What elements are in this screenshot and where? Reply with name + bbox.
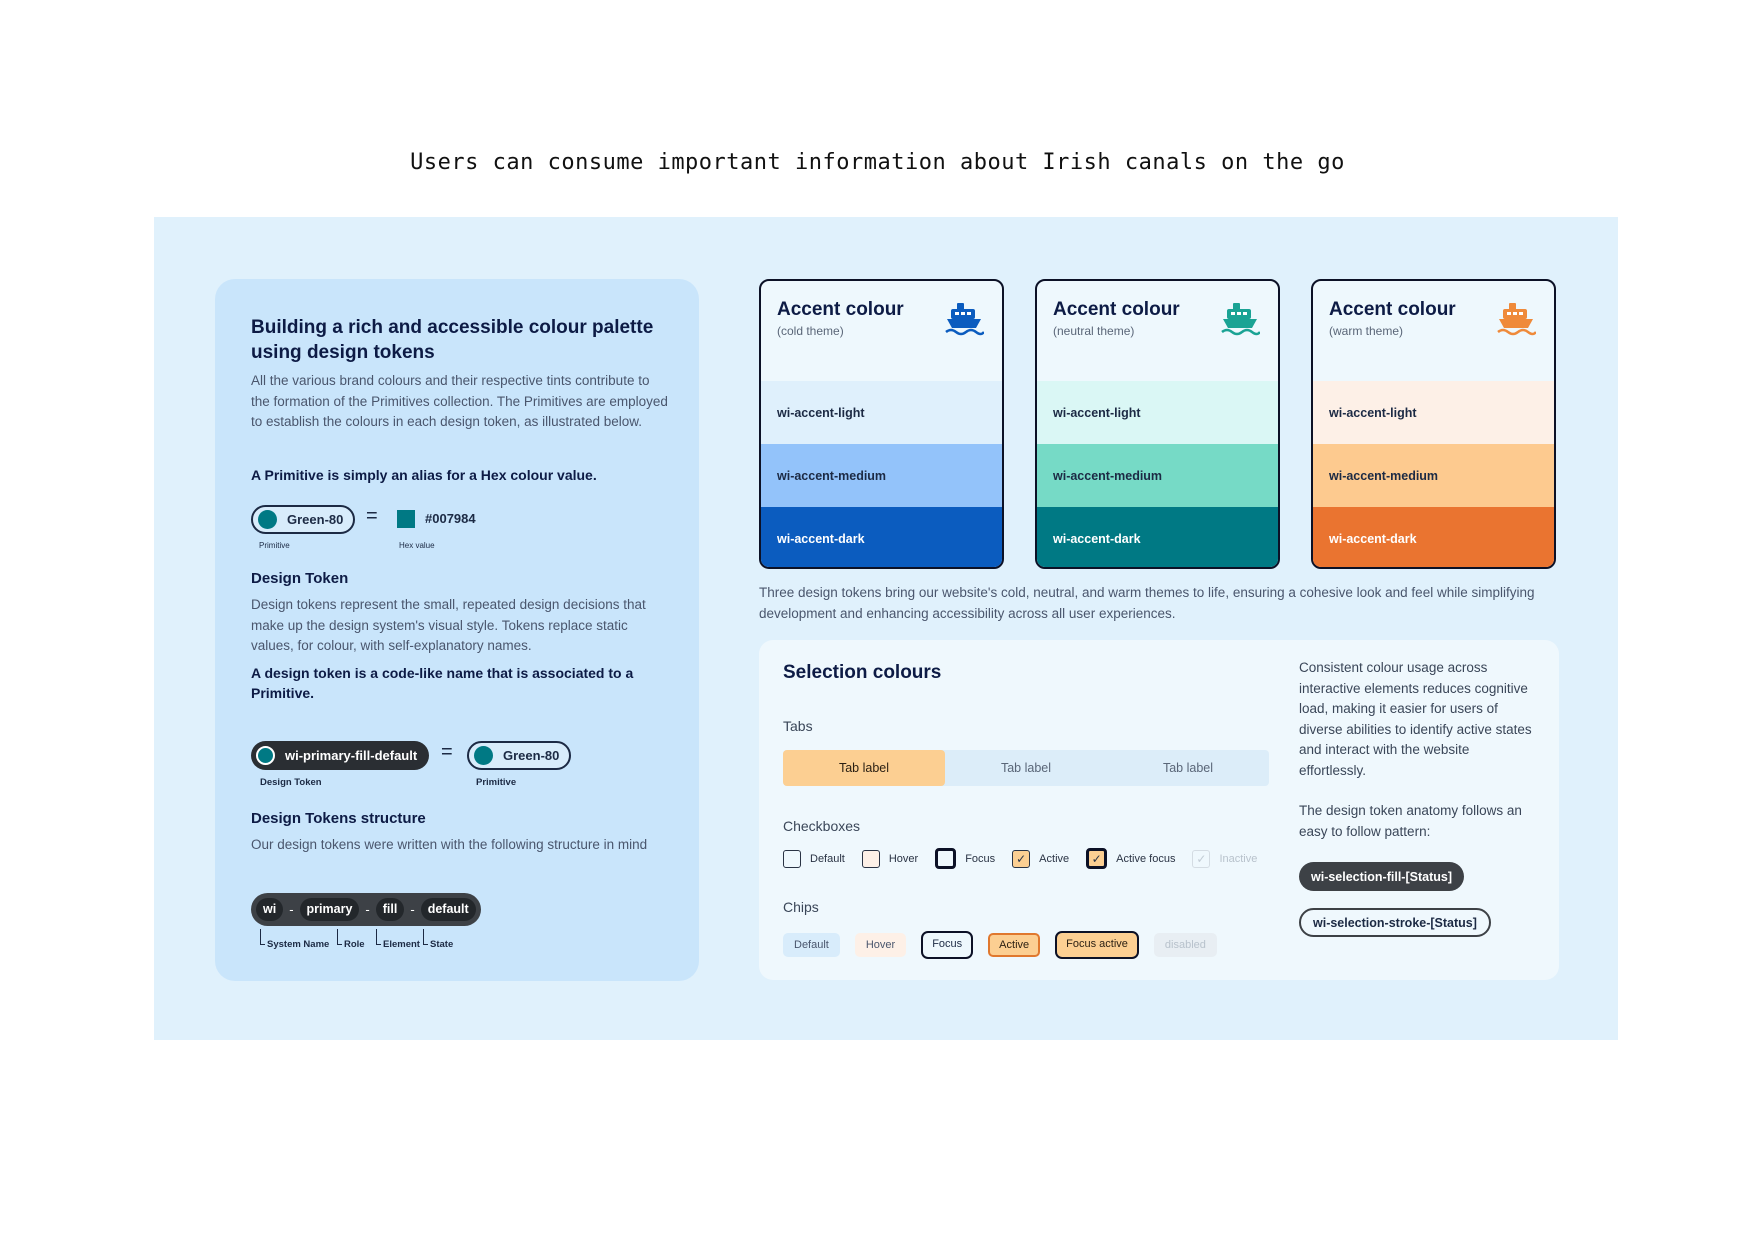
design-token-body: Design tokens represent the small, repeated design decisions that make up the design system's visual style. Tokens replace static values, for colour, with self-explanatory names. — [251, 597, 646, 653]
colour-palette-panel — [215, 279, 699, 981]
chip-default[interactable]: Default — [783, 933, 840, 957]
checkbox-box[interactable] — [1086, 848, 1107, 869]
accent-band-medium: wi-accent-medium — [1037, 444, 1278, 507]
tree-connector — [376, 929, 381, 945]
colour-dot-icon — [258, 510, 277, 529]
tab-active[interactable]: Tab label — [783, 750, 945, 786]
accent-card-neutral — [1035, 279, 1280, 569]
accent-card-title: Accent colour — [777, 299, 904, 320]
chip-hover[interactable]: Hover — [855, 933, 906, 957]
accent-card-theme: (warm theme) — [1329, 324, 1404, 338]
token-primitive-pill-label: Green-80 — [503, 748, 560, 763]
chip-active[interactable]: Active — [988, 933, 1040, 957]
checkbox-active[interactable] — [1012, 850, 1069, 868]
checkbox-label: Default — [810, 852, 845, 865]
checkbox-box[interactable] — [783, 850, 801, 868]
panel-title: Building a rich and accessible colour palette using design tokens — [251, 317, 654, 363]
selection-title: Selection colours — [783, 662, 942, 683]
accent-card-title: Accent colour — [1329, 299, 1456, 320]
chip-focus[interactable]: Focus — [921, 931, 973, 959]
tab-inactive[interactable]: Tab label — [1000, 761, 1052, 775]
checkbox-box[interactable] — [1012, 850, 1030, 868]
structure-label: System Name — [267, 939, 330, 950]
themes-caption: Three design tokens bring our website's cold, neutral, and warm themes to life, ensuring a cohesive look and feel while simplifying development and enhancing accessibility across all user experiences. — [759, 585, 1535, 621]
tabs-example — [783, 750, 1269, 786]
equals-sign: = — [441, 741, 453, 763]
structure-label: State — [430, 939, 454, 950]
structure-body: Our design tokens were written with the following structure in mind — [251, 837, 648, 852]
colour-dot-icon — [256, 746, 275, 765]
checkbox-box[interactable] — [862, 850, 880, 868]
structure-segment: primary — [300, 898, 360, 921]
design-token-pill — [251, 741, 429, 770]
checkbox-hover[interactable] — [862, 850, 918, 868]
selection-fill-token: wi-selection-fill-[Status] — [1299, 862, 1464, 891]
structure-label: Role — [344, 939, 365, 950]
accent-band-medium: wi-accent-medium — [1313, 444, 1554, 507]
structure-dash: - — [365, 902, 370, 917]
chip-disabled: disabled — [1154, 933, 1217, 957]
primitive-heading: A Primitive is simply an alias for a Hex colour value. — [251, 467, 597, 483]
accent-card-title: Accent colour — [1053, 299, 1180, 320]
accent-card-theme: (cold theme) — [777, 324, 844, 338]
hex-value: #007984 — [425, 511, 476, 526]
chip-focus-active[interactable]: Focus active — [1055, 931, 1139, 959]
hex-caption: Hex value — [399, 541, 435, 550]
check-icon: ✓ — [1196, 851, 1207, 866]
accent-card-warm — [1311, 279, 1556, 569]
primitive-pill — [251, 505, 355, 534]
structure-heading: Design Tokens structure — [251, 810, 426, 827]
chip-examples — [783, 931, 1232, 959]
equals-sign: = — [366, 505, 378, 527]
hex-swatch — [397, 510, 415, 528]
structure-label: Element — [383, 939, 420, 950]
accent-card-cold — [759, 279, 1004, 569]
checkbox-active-focus[interactable] — [1086, 848, 1175, 869]
checkbox-box[interactable] — [935, 848, 956, 869]
tree-connector — [260, 929, 265, 945]
accent-band-light: wi-accent-light — [1313, 381, 1554, 444]
accent-band-light: wi-accent-light — [761, 381, 1002, 444]
checkbox-box — [1192, 850, 1210, 868]
colour-dot-icon — [474, 746, 493, 765]
primitive-pill-label: Green-80 — [287, 512, 344, 527]
design-token-pill-label: wi-primary-fill-default — [285, 748, 418, 763]
checkbox-default[interactable] — [783, 850, 845, 868]
selection-stroke-token: wi-selection-stroke-[Status] — [1299, 908, 1491, 937]
design-token-subheading: A design token is a code-like name that is associated to a Primitive. — [251, 665, 634, 701]
selection-colours-panel — [759, 640, 1559, 980]
checkbox-label: Inactive — [1219, 852, 1258, 865]
checkbox-inactive — [1192, 850, 1257, 868]
tree-connector — [423, 929, 428, 945]
primitive-caption: Primitive — [259, 541, 290, 550]
tabs-label: Tabs — [783, 718, 813, 734]
accent-band-medium: wi-accent-medium — [761, 444, 1002, 507]
check-icon: ✓ — [1091, 851, 1102, 866]
selection-description: Consistent colour usage across interactive elements reduces cognitive load, making it easier for users of diverse abilities to identify active states and interact with the website effortlessly. — [1299, 660, 1532, 778]
token-primitive-pill — [467, 741, 571, 770]
structure-segment: fill — [376, 898, 405, 921]
structure-dash: - — [410, 902, 415, 917]
tab-inactive[interactable]: Tab label — [1162, 761, 1214, 775]
check-icon: ✓ — [1016, 851, 1027, 866]
checkbox-focus[interactable] — [935, 848, 995, 869]
boat-icon — [944, 301, 984, 337]
boat-icon — [1496, 301, 1536, 337]
page-headline: Users can consume important information about Irish canals on the go — [410, 150, 1345, 175]
accent-card-header — [1037, 281, 1278, 381]
accent-card-theme: (neutral theme) — [1053, 324, 1135, 338]
checkbox-label: Active — [1039, 852, 1070, 865]
design-token-heading: Design Token — [251, 570, 349, 587]
checkbox-label: Focus — [965, 852, 996, 865]
chips-label: Chips — [783, 899, 819, 915]
token-structure-pill — [251, 893, 481, 926]
accent-band-dark: wi-accent-dark — [1037, 507, 1278, 569]
structure-segment: wi — [256, 898, 283, 921]
tree-connector — [337, 929, 342, 945]
accent-band-dark: wi-accent-dark — [1313, 507, 1554, 569]
checkbox-examples — [783, 848, 1274, 869]
token-anatomy-description: The design token anatomy follows an easy to follow pattern: — [1299, 803, 1522, 839]
accent-card-header — [1313, 281, 1554, 381]
panel-intro: All the various brand colours and their respective tints contribute to the formation of the Primitives collection. The Primitives are employed to establish the colours in each design token, as illustrated below. — [251, 373, 668, 429]
design-board — [154, 217, 1618, 1040]
structure-dash: - — [289, 902, 294, 917]
boat-icon — [1220, 301, 1260, 337]
checkbox-label: Active focus — [1116, 852, 1176, 865]
checkbox-label: Hover — [888, 852, 919, 865]
structure-segment: default — [421, 898, 476, 921]
accent-card-header — [761, 281, 1002, 381]
checkboxes-label: Checkboxes — [783, 818, 861, 834]
accent-band-light: wi-accent-light — [1037, 381, 1278, 444]
token-primitive-caption: Primitive — [476, 777, 517, 788]
design-token-caption: Design Token — [260, 777, 322, 788]
accent-band-dark: wi-accent-dark — [761, 507, 1002, 569]
